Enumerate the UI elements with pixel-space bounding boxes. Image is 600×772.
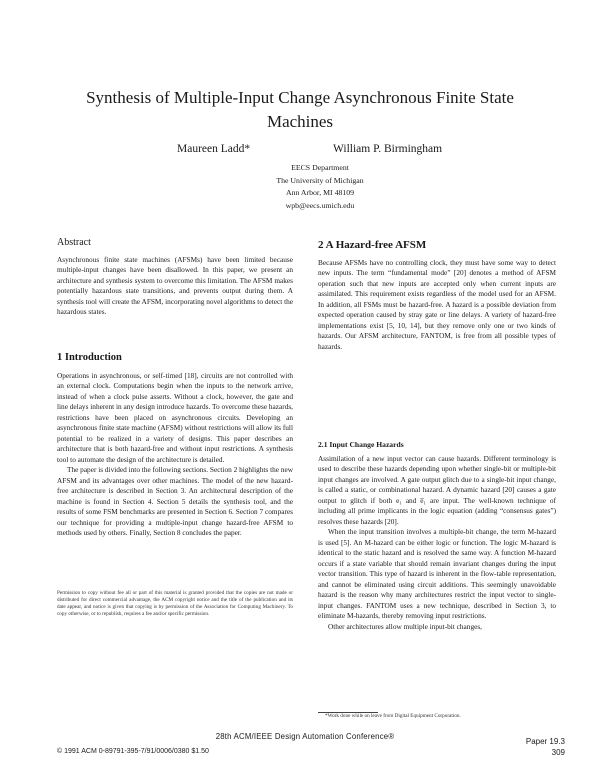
paper-number: Paper 19.3 <box>525 737 565 746</box>
affiliation <box>200 162 440 212</box>
affiliation-line: The University of Michigan <box>276 175 364 185</box>
section-1-heading: 1 Introduction <box>57 352 122 363</box>
author-2: William P. Birmingham <box>333 143 443 155</box>
affiliation-line: EECS Department <box>291 163 349 172</box>
permission-notice: Permission to copy without fee all or part of this material is granted provided that the copies are not made or distributed for direct commercial advantage, the ACM copyright notice and the title of the publication and its date appear, and notice is given that copying is by permission of the Association for Computing Machinery. To copy otherwise, or to republish, requires a fee and/or specific permission. <box>57 590 293 618</box>
affiliation-line: Ann Arbor, MI 48109 <box>285 188 355 197</box>
section-2-1-heading: 2.1 Input Change Hazards <box>318 440 404 449</box>
paper-number-block <box>526 736 565 758</box>
copyright-line: © 1991 ACM 0-89791-395-7/91/0006/0380 $1.50 <box>57 748 209 755</box>
footnote: *Work done while on leave from Digital Equipment Corporation. <box>325 713 461 719</box>
section-2-1-paragraph-1: Assimilation of a new input vector can cause hazards. Different terminology is used to describe these hazards depending upon whether single-bit or multiple-bit input changes are involved. A gate output glitch due to a single-bit input change, is called a static, or combinational hazard. A dynamic hazard [20] causes a gate output to glitch if both e₁ and e̅₁ are input. The well-known technique of including all prime implicants in the logic equation (adding “consensus gates”) resolves these hazards [20]. <box>318 453 556 526</box>
page-number: 309 <box>551 748 565 757</box>
left-column-intro <box>57 353 293 539</box>
affiliation-email: wpb@eecs.umich.edu <box>285 200 355 210</box>
title-line-2: Machines <box>266 112 334 131</box>
abstract-heading: Abstract <box>57 237 91 248</box>
section-2-paragraph-1: Because AFSMs have no controlling clock, they must have some way to detect new inputs. The term “fundamental mode” [20] denotes a method of AFSM operation such that new inputs are accepted only when current inputs are assimilated. This requirement exists regardless of the model used for an AFSM. In addition, all FSMs must be hazard-free. A hazard is a possible deviation from expected operation caused by stray gate or line delays. A variety of hazard-free implementations exist [5, 10, 14], but they remove only one or two kinds of hazards. Our AFSM architecture, FANTOM, is free from all possible types of hazards. <box>318 257 556 351</box>
abstract-text: Asynchronous finite state machines (AFSMs) have been limited because multiple-input changes have been disallowed. In this paper, we present an architecture and synthesis system to overcome this limitation. The AFSM makes potentially hazardous state transitions, and prevents output during them. A synthesis tool will create the AFSM, incorporating novel algorithms to detect the hazardous states. <box>57 254 293 316</box>
section-2-1-paragraph-2: When the input transition involves a multiple-bit change, the term M-hazard is used [5]. An M-hazard can be either logic or function. The logic M-hazard is identical to the static hazard and is resolved the same way. A function M-hazard occurs if a state variable that should remain invariant changes during the input vector transition. This type of hazard is inherent in the flow-table representation, and cannot be eliminated using circuit additions. This seemingly unavoidable hazard is the reason why many architectures restrict the input vector to single-input changes. FANTOM uses a new technique, described in Section 3, to eliminate M-hazards, thereby removing input restrictions. <box>318 527 556 620</box>
paper-title <box>50 86 550 134</box>
right-column <box>318 240 556 352</box>
section-2-1-paragraph-3: Other architectures allow multiple input-bit changes, <box>328 621 482 631</box>
section-2-heading: 2 A Hazard-free AFSM <box>318 239 427 251</box>
right-column-subsection <box>318 440 556 632</box>
title-line-1: Synthesis of Multiple-Input Change Asynchronous Finite State <box>86 88 514 107</box>
section-1-paragraph-2: The paper is divided into the following sections. Section 2 highlights the new AFSM and its advantages over other machines. The model of the new hazard-free architecture is described in Section 3. An architectural description of the machine is found in Section 4. Section 5 details the synthesis tool, and the results of some FSM benchmarks are presented in Section 6. Section 7 compares our technique for providing a multiple-input change hazard-free AFSM to methods used by others. Finally, Section 8 concludes the paper. <box>57 465 293 537</box>
left-column <box>57 238 293 318</box>
conference-line: 28th ACM/IEEE Design Automation Conference® <box>215 732 395 741</box>
section-1-paragraph-1: Operations in asynchronous, or self-timed [18], circuits are not controlled with an external clock. Computations begin when the inputs to the network arrive, instead of when a clock pulse asserts. Without a clock, however, the gate and line delays inherent in any design introduce hazards. To overcome these hazards, restrictions have been placed on asynchronous circuits. Developing an asynchronous finite state machine (AFSM) without restrictions will allow its full potential to be realized in a variety of designs. This paper describes an architecture that is both hazard-free and without input restrictions. A synthesis tool to automate the design of the architecture is detailed. <box>57 370 293 464</box>
author-1: Maureen Ladd* <box>177 143 251 155</box>
